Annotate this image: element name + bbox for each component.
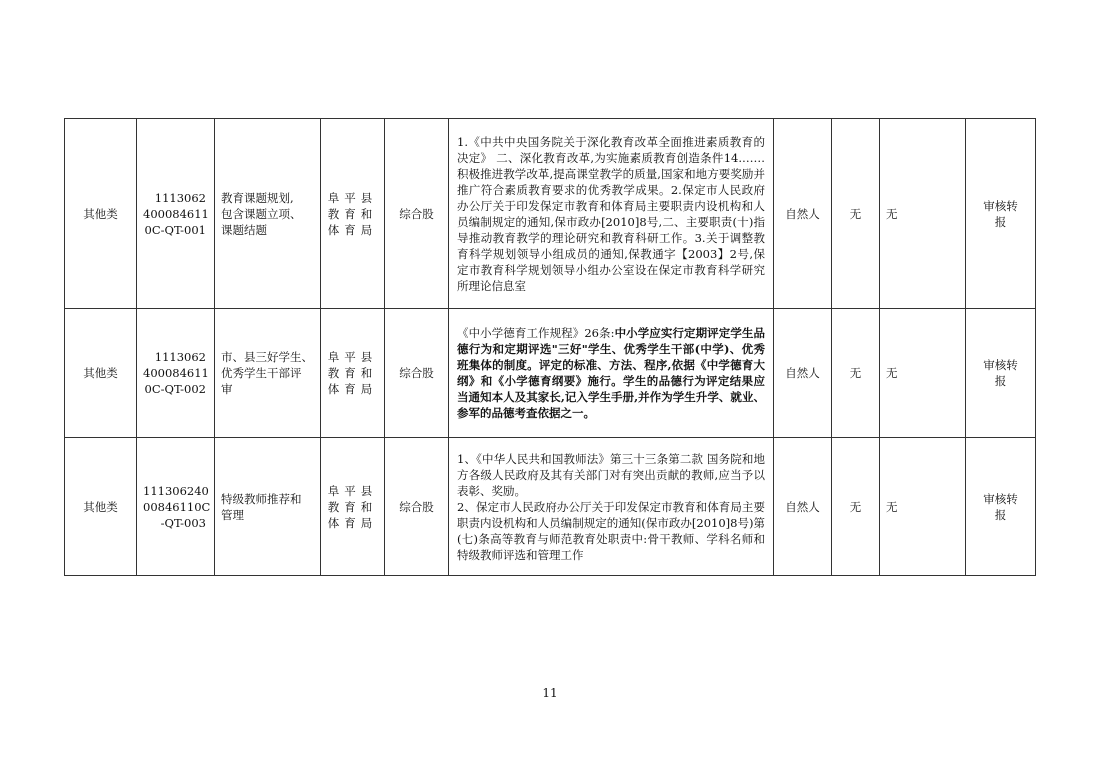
- handling-mode-cell: 审核转 报: [966, 309, 1036, 438]
- item-name-cell: 特级教师推荐和 管理: [215, 438, 321, 576]
- department-cell: 阜平县 教育和 体育局: [321, 119, 385, 309]
- limit-cell: 无: [880, 309, 966, 438]
- handling-mode-cell: 审核转 报: [966, 119, 1036, 309]
- office-cell: 综合股: [385, 119, 449, 309]
- matters-table: [64, 118, 1036, 576]
- table-row: [65, 309, 1036, 438]
- fee-cell: 无: [832, 119, 880, 309]
- page-number: 11: [542, 686, 558, 700]
- item-name-cell: 市、县三好学生、 优秀学生干部评 审: [215, 309, 321, 438]
- fee-cell: 无: [832, 309, 880, 438]
- table-row: [65, 119, 1036, 309]
- office-cell: 综合股: [385, 438, 449, 576]
- legal-basis-cell: 1.《中共中央国务院关于深化教育改革全面推进素质教育的决定》 二、深化教育改革,为实施素质教育创造条件14.……积极推进教学改革,提高课堂教学的质量,国家和地方要奖励并推广符合素质教育要求的优秀教学成果。2.保定市人民政府办公厅关于印发保定市教育和体育局主要职责内设机构和人员编制规定的通知,保市政办[2010]8号,二、主要职责(十)指导推动教育教学的理论研究和教育科研工作。3.关于调整教育科学规划领导小组成员的通知,保教通字【2003】2号,保定市教育科学规划领导小组办公室设在保定市教育科学研究所理论信息室: [449, 119, 774, 309]
- target-cell: 自然人: [774, 309, 832, 438]
- department-cell: 阜平县 教育和 体育局: [321, 438, 385, 576]
- handling-mode-cell: 审核转 报: [966, 438, 1036, 576]
- legal-basis-cell: 1、《中华人民共和国教师法》第三十三条第二款 国务院和地方各级人民政府及其有关部门对有突出贡献的教师,应当予以表彰、奖励。 2、保定市人民政府办公厅关于印发保定市教育和体育局主要职责内设机构和人员编制规定的通知(保市政办[2010]8号)第(七)条高等教育与师范教育处职责中:骨干教师、学科名师和特级教师评选和管理工作: [449, 438, 774, 576]
- category-cell: 其他类: [65, 309, 137, 438]
- table-row: [65, 438, 1036, 576]
- legal-basis-cell: [449, 309, 774, 438]
- item-name-cell: 教育课题规划, 包含课题立项、 课题结题: [215, 119, 321, 309]
- code-cell: 1113062 400084611 0C-QT-002: [137, 309, 215, 438]
- category-cell: 其他类: [65, 438, 137, 576]
- category-cell: 其他类: [65, 119, 137, 309]
- target-cell: 自然人: [774, 438, 832, 576]
- code-cell: 111306240 00846110C -QT-003: [137, 438, 215, 576]
- basis-bold-text: 中小学应实行定期评定学生品德行为和定期评选"三好"学生、优秀学生干部(中学)、优秀班集体的制度。评定的标准、方法、程序,依据《中学德育大纲》和《小学德育纲要》施行。学生的品德行为评定结果应当通知本人及其家长,记入学生手册,并作为学生升学、就业、参军的品德考查依据之一。: [457, 326, 765, 420]
- office-cell: 综合股: [385, 309, 449, 438]
- department-cell: 阜平县 教育和 体育局: [321, 309, 385, 438]
- fee-cell: 无: [832, 438, 880, 576]
- target-cell: 自然人: [774, 119, 832, 309]
- limit-cell: 无: [880, 119, 966, 309]
- limit-cell: 无: [880, 438, 966, 576]
- code-cell: 1113062 400084611 0C-QT-001: [137, 119, 215, 309]
- basis-intro: 《中小学德育工作规程》26条:: [457, 326, 615, 340]
